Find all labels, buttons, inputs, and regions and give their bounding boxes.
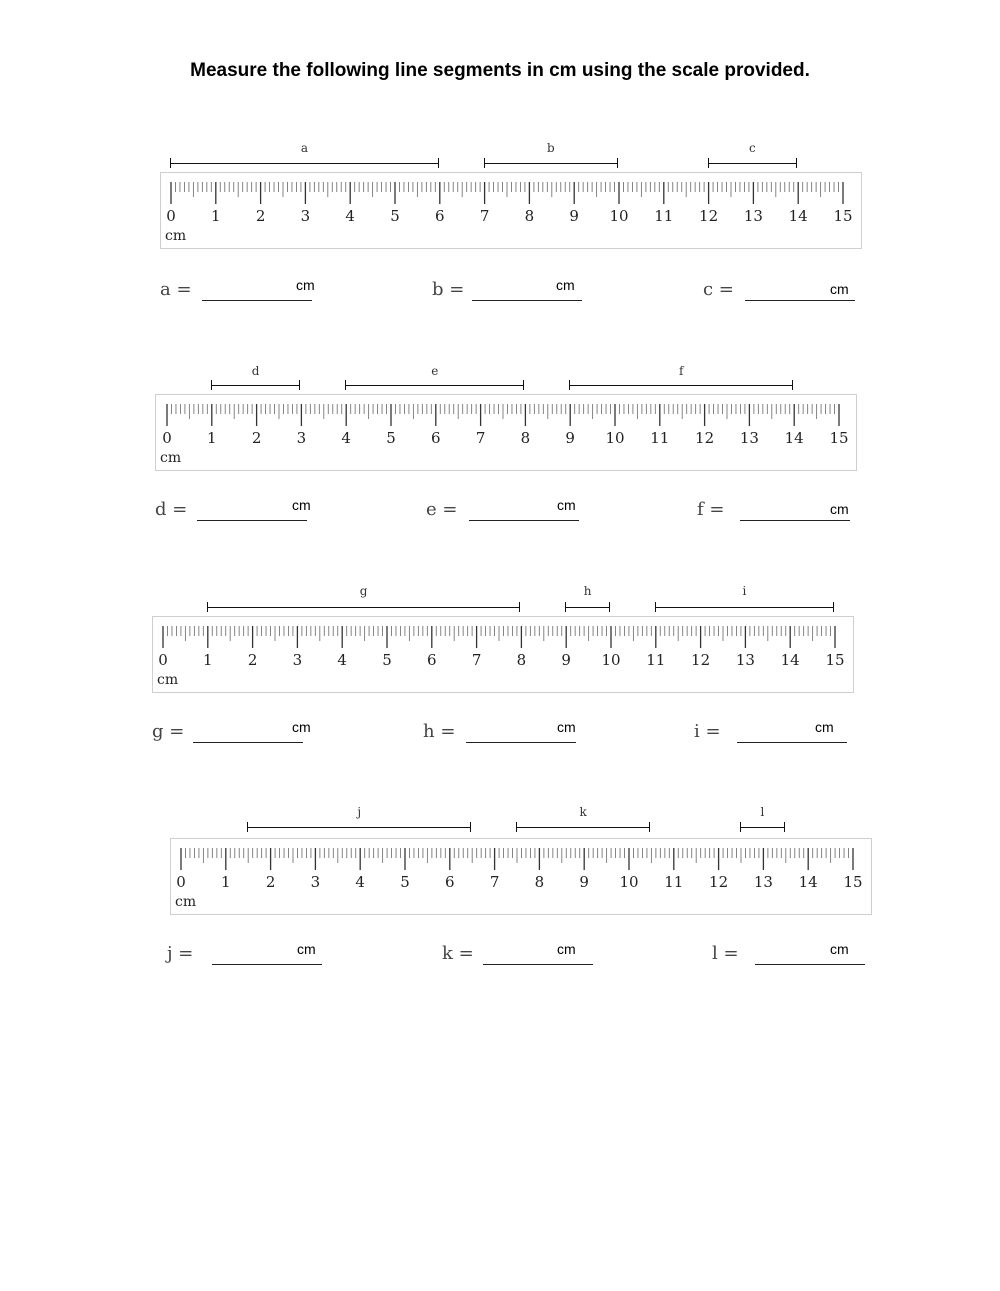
ruler-number: 15 bbox=[825, 651, 845, 669]
ruler-number: 4 bbox=[341, 429, 351, 447]
segment-label: h bbox=[583, 584, 592, 598]
answer-unit: cm bbox=[557, 719, 576, 735]
ruler-number: 1 bbox=[207, 429, 217, 447]
ruler bbox=[170, 838, 872, 915]
segment-end-cap bbox=[708, 158, 709, 168]
ruler-number: 0 bbox=[176, 873, 186, 891]
answer-unit: cm bbox=[830, 501, 849, 517]
ruler-number: 4 bbox=[355, 873, 365, 891]
ruler-unit-label: cm bbox=[160, 450, 182, 466]
answer-label-c: c = bbox=[703, 279, 734, 300]
ruler-number: 7 bbox=[489, 873, 500, 891]
ruler-number: 12 bbox=[699, 207, 719, 225]
ruler-number: 3 bbox=[310, 873, 321, 891]
segment-end-cap bbox=[170, 158, 171, 168]
answer-unit: cm bbox=[830, 941, 849, 957]
answer-label-a: a = bbox=[160, 279, 192, 300]
ruler-number: 6 bbox=[431, 429, 441, 447]
segment-end-cap bbox=[484, 158, 485, 168]
answer-label-l: l = bbox=[712, 943, 739, 964]
ruler-number: 10 bbox=[605, 429, 625, 447]
ruler-number: 12 bbox=[691, 651, 711, 669]
answer-blank-g[interactable] bbox=[193, 742, 303, 743]
ruler-number: 7 bbox=[475, 429, 486, 447]
segment-end-cap bbox=[565, 602, 566, 612]
segment-line bbox=[170, 163, 439, 164]
segment-label: a bbox=[300, 141, 308, 155]
segment-label: d bbox=[251, 364, 260, 378]
ruler-number: 3 bbox=[296, 429, 307, 447]
ruler-number: 14 bbox=[784, 429, 804, 447]
segment-end-cap bbox=[345, 380, 346, 390]
ruler-number: 0 bbox=[158, 651, 168, 669]
ruler bbox=[160, 172, 862, 249]
ruler-number: 5 bbox=[382, 651, 392, 669]
ruler-number: 6 bbox=[427, 651, 437, 669]
ruler-number: 11 bbox=[654, 207, 674, 225]
segment-label: k bbox=[579, 805, 587, 819]
segment-label: c bbox=[749, 141, 756, 155]
segment-line bbox=[211, 385, 301, 386]
ruler-number: 1 bbox=[203, 651, 213, 669]
ruler-number: 12 bbox=[695, 429, 715, 447]
ruler-number: 14 bbox=[780, 651, 800, 669]
ruler-number: 4 bbox=[345, 207, 355, 225]
ruler-number: 14 bbox=[788, 207, 808, 225]
ruler-number: 8 bbox=[520, 429, 531, 447]
answer-blank-c[interactable] bbox=[745, 300, 855, 301]
segment-end-cap bbox=[207, 602, 208, 612]
answer-blank-h[interactable] bbox=[466, 742, 576, 743]
segment-end-cap bbox=[247, 822, 248, 832]
ruler-number: 5 bbox=[400, 873, 410, 891]
ruler-number: 2 bbox=[265, 873, 276, 891]
answer-blank-d[interactable] bbox=[197, 520, 307, 521]
segment-end-cap bbox=[655, 602, 656, 612]
segment-line bbox=[516, 827, 650, 828]
answer-label-d: d = bbox=[155, 499, 188, 520]
line-segment-k bbox=[516, 822, 650, 834]
answer-unit: cm bbox=[557, 497, 576, 513]
answer-blank-a[interactable] bbox=[202, 300, 312, 301]
segment-end-cap bbox=[470, 822, 471, 832]
ruler-number: 5 bbox=[386, 429, 396, 447]
answer-label-b: b = bbox=[432, 279, 465, 300]
answer-blank-f[interactable] bbox=[740, 520, 850, 521]
answer-label-i: i = bbox=[694, 721, 721, 742]
answer-unit: cm bbox=[292, 719, 311, 735]
ruler-number: 13 bbox=[753, 873, 773, 891]
segment-label: i bbox=[742, 584, 747, 598]
answer-unit: cm bbox=[557, 941, 576, 957]
line-segment-b bbox=[484, 158, 618, 170]
segment-line bbox=[708, 163, 798, 164]
ruler-number: 8 bbox=[524, 207, 535, 225]
ruler-number: 9 bbox=[579, 873, 589, 891]
segment-line bbox=[247, 827, 471, 828]
ruler-number: 8 bbox=[534, 873, 545, 891]
line-segment-l bbox=[740, 822, 785, 834]
segment-end-cap bbox=[299, 380, 300, 390]
ruler-number: 6 bbox=[435, 207, 445, 225]
ruler-number: 11 bbox=[650, 429, 670, 447]
answer-blank-k[interactable] bbox=[483, 964, 593, 965]
answer-unit: cm bbox=[815, 719, 834, 735]
answer-label-f: f = bbox=[697, 499, 725, 520]
ruler-unit-label: cm bbox=[157, 672, 179, 688]
segment-label: f bbox=[678, 364, 684, 378]
answer-blank-j[interactable] bbox=[212, 964, 322, 965]
ruler-number: 4 bbox=[337, 651, 347, 669]
segment-end-cap bbox=[516, 822, 517, 832]
segment-end-cap bbox=[796, 158, 797, 168]
segment-line bbox=[207, 607, 521, 608]
segment-label: g bbox=[359, 584, 368, 598]
line-segment-h bbox=[565, 602, 610, 614]
ruler-number: 8 bbox=[516, 651, 527, 669]
ruler-number: 14 bbox=[798, 873, 818, 891]
ruler-number: 9 bbox=[569, 207, 579, 225]
answer-label-h: h = bbox=[423, 721, 456, 742]
ruler-number: 11 bbox=[664, 873, 684, 891]
segment-label: e bbox=[431, 364, 439, 378]
ruler-number: 3 bbox=[292, 651, 303, 669]
ruler-number: 7 bbox=[479, 207, 490, 225]
answer-unit: cm bbox=[830, 281, 849, 297]
segment-end-cap bbox=[569, 380, 570, 390]
answer-blank-e[interactable] bbox=[469, 520, 579, 521]
segment-end-cap bbox=[438, 158, 439, 168]
ruler-number: 6 bbox=[445, 873, 455, 891]
ruler-number: 3 bbox=[300, 207, 311, 225]
segment-end-cap bbox=[784, 822, 785, 832]
worksheet-title: Measure the following line segments in cm using the scale provided. bbox=[190, 60, 810, 81]
answer-label-j: j = bbox=[167, 943, 194, 964]
segment-end-cap bbox=[649, 822, 650, 832]
line-segment-d bbox=[211, 380, 301, 392]
ruler-number: 15 bbox=[843, 873, 863, 891]
ruler-number: 10 bbox=[609, 207, 629, 225]
answer-label-g: g = bbox=[152, 721, 185, 742]
segment-label: l bbox=[760, 805, 765, 819]
ruler bbox=[152, 616, 854, 693]
segment-end-cap bbox=[609, 602, 610, 612]
ruler-number: 0 bbox=[166, 207, 176, 225]
line-segment-g bbox=[207, 602, 521, 614]
segment-line bbox=[565, 607, 610, 608]
ruler-unit-label: cm bbox=[175, 894, 197, 910]
ruler-number: 13 bbox=[743, 207, 763, 225]
ruler bbox=[155, 394, 857, 471]
ruler-number: 2 bbox=[255, 207, 266, 225]
segment-line bbox=[345, 385, 524, 386]
segment-line bbox=[484, 163, 618, 164]
ruler-number: 10 bbox=[601, 651, 621, 669]
ruler-number: 1 bbox=[211, 207, 221, 225]
segment-line bbox=[655, 607, 834, 608]
line-segment-j bbox=[247, 822, 471, 834]
answer-unit: cm bbox=[297, 941, 316, 957]
ruler-number: 9 bbox=[565, 429, 575, 447]
answer-unit: cm bbox=[296, 277, 315, 293]
segment-end-cap bbox=[740, 822, 741, 832]
line-segment-a bbox=[170, 158, 439, 170]
answer-unit: cm bbox=[556, 277, 575, 293]
ruler-number: 13 bbox=[739, 429, 759, 447]
answer-blank-l[interactable] bbox=[755, 964, 865, 965]
ruler-number: 2 bbox=[247, 651, 258, 669]
answer-label-e: e = bbox=[426, 499, 458, 520]
ruler-number: 5 bbox=[390, 207, 400, 225]
ruler-number: 13 bbox=[735, 651, 755, 669]
ruler-number: 0 bbox=[162, 429, 172, 447]
ruler-number: 15 bbox=[829, 429, 849, 447]
ruler-number: 11 bbox=[646, 651, 666, 669]
segment-end-cap bbox=[211, 380, 212, 390]
segment-line bbox=[740, 827, 785, 828]
line-segment-i bbox=[655, 602, 834, 614]
ruler-number: 9 bbox=[561, 651, 571, 669]
line-segment-c bbox=[708, 158, 798, 170]
ruler-number: 15 bbox=[833, 207, 853, 225]
segment-label: b bbox=[546, 141, 555, 155]
answer-blank-b[interactable] bbox=[472, 300, 582, 301]
ruler-number: 2 bbox=[251, 429, 262, 447]
segment-end-cap bbox=[792, 380, 793, 390]
answer-label-k: k = bbox=[442, 943, 474, 964]
segment-label: j bbox=[357, 805, 362, 819]
segment-line bbox=[569, 385, 793, 386]
ruler-number: 7 bbox=[471, 651, 482, 669]
segment-end-cap bbox=[519, 602, 520, 612]
segment-end-cap bbox=[617, 158, 618, 168]
segment-end-cap bbox=[833, 602, 834, 612]
ruler-number: 1 bbox=[221, 873, 231, 891]
ruler-number: 10 bbox=[619, 873, 639, 891]
line-segment-f bbox=[569, 380, 793, 392]
answer-unit: cm bbox=[292, 497, 311, 513]
ruler-unit-label: cm bbox=[165, 228, 187, 244]
ruler-number: 12 bbox=[709, 873, 729, 891]
segment-end-cap bbox=[523, 380, 524, 390]
line-segment-e bbox=[345, 380, 524, 392]
answer-blank-i[interactable] bbox=[737, 742, 847, 743]
